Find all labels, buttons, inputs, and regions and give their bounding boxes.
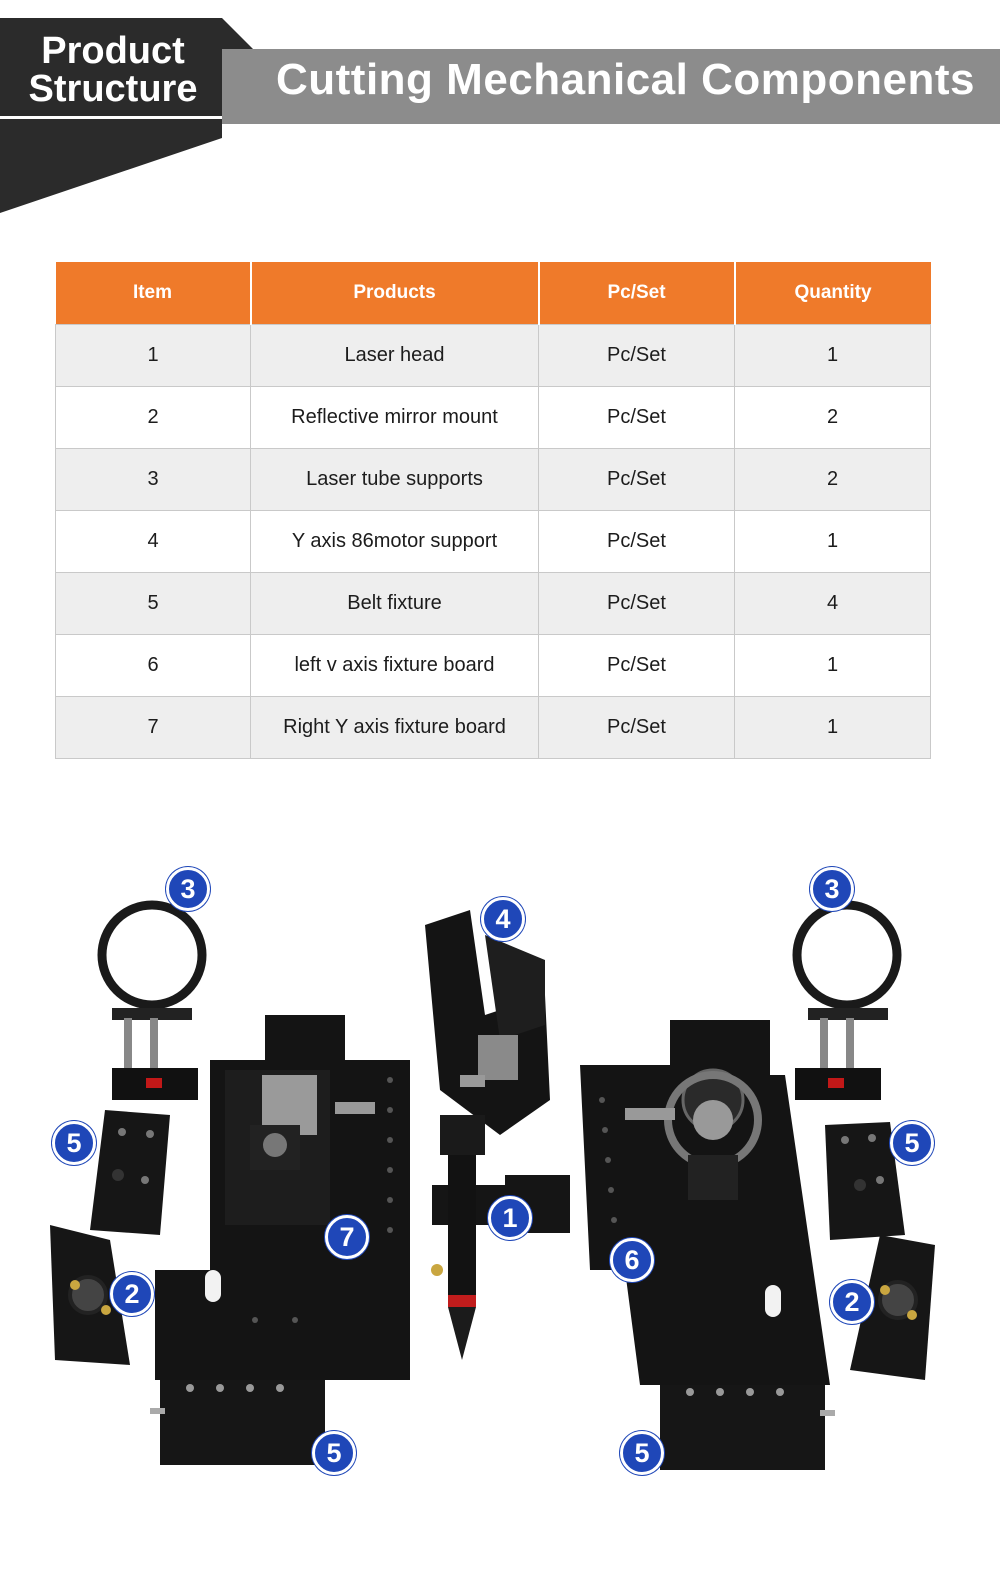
section-label-underline — [0, 116, 222, 119]
column-header-products: Products — [251, 262, 539, 325]
table-row — [56, 449, 931, 511]
left-y-axis-board-icon — [580, 1020, 830, 1385]
callout-badge: 7 — [325, 1215, 369, 1259]
belt-fixture-icon — [90, 1110, 170, 1235]
cell-product: left v axis fixture board — [251, 635, 539, 697]
cell-item: 5 — [56, 573, 251, 635]
components-illustration — [0, 840, 1000, 1540]
cell-product: Y axis 86motor support — [251, 511, 539, 573]
cell-product: Laser tube supports — [251, 449, 539, 511]
cell-item: 7 — [56, 697, 251, 759]
cell-item: 2 — [56, 387, 251, 449]
cell-pcset: Pc/Set — [539, 449, 735, 511]
cell-item: 1 — [56, 325, 251, 387]
section-label-line1: Product — [41, 30, 185, 72]
column-header-item: Item — [56, 262, 251, 325]
callout-badge: 5 — [890, 1121, 934, 1165]
cell-quantity: 1 — [735, 635, 931, 697]
section-label-line2: Structure — [28, 68, 198, 110]
table-row — [56, 635, 931, 697]
cell-item: 4 — [56, 511, 251, 573]
callout-badge: 5 — [312, 1431, 356, 1475]
cell-product: Belt fixture — [251, 573, 539, 635]
table-header-row — [56, 262, 931, 325]
callout-badge: 5 — [52, 1121, 96, 1165]
callout-badge: 1 — [488, 1196, 532, 1240]
table-row — [56, 573, 931, 635]
callout-badge: 6 — [610, 1238, 654, 1282]
belt-fixture-icon — [150, 1370, 325, 1465]
table-row — [56, 697, 931, 759]
callout-badge: 3 — [810, 867, 854, 911]
cell-item: 6 — [56, 635, 251, 697]
cell-quantity: 4 — [735, 573, 931, 635]
cell-quantity: 1 — [735, 325, 931, 387]
cell-quantity: 2 — [735, 387, 931, 449]
callout-badge: 3 — [166, 867, 210, 911]
table-row — [56, 387, 931, 449]
cell-product: Laser head — [251, 325, 539, 387]
components-table — [55, 262, 931, 759]
components-photo — [0, 840, 1000, 1540]
cell-pcset: Pc/Set — [539, 635, 735, 697]
cell-product: Right Y axis fixture board — [251, 697, 539, 759]
cell-product: Reflective mirror mount — [251, 387, 539, 449]
cell-pcset: Pc/Set — [539, 325, 735, 387]
laser-tube-support-left-icon — [102, 905, 202, 1100]
cell-pcset: Pc/Set — [539, 511, 735, 573]
cell-pcset: Pc/Set — [539, 573, 735, 635]
callout-badge: 4 — [481, 897, 525, 941]
cell-item: 3 — [56, 449, 251, 511]
cell-pcset: Pc/Set — [539, 387, 735, 449]
cell-quantity: 2 — [735, 449, 931, 511]
table-row — [56, 511, 931, 573]
page-title: Cutting Mechanical Components — [276, 55, 975, 104]
belt-fixture-icon — [660, 1375, 835, 1470]
column-header-pcset: Pc/Set — [539, 262, 735, 325]
callout-badge: 5 — [620, 1431, 664, 1475]
motor-support-icon — [425, 910, 550, 1135]
section-label — [18, 32, 208, 108]
cell-quantity: 1 — [735, 697, 931, 759]
table-row — [56, 325, 931, 387]
callout-badge: 2 — [110, 1272, 154, 1316]
column-header-quantity: Quantity — [735, 262, 931, 325]
callout-badge: 2 — [830, 1280, 874, 1324]
laser-tube-support-right-icon — [795, 905, 897, 1100]
cell-pcset: Pc/Set — [539, 697, 735, 759]
cell-quantity: 1 — [735, 511, 931, 573]
